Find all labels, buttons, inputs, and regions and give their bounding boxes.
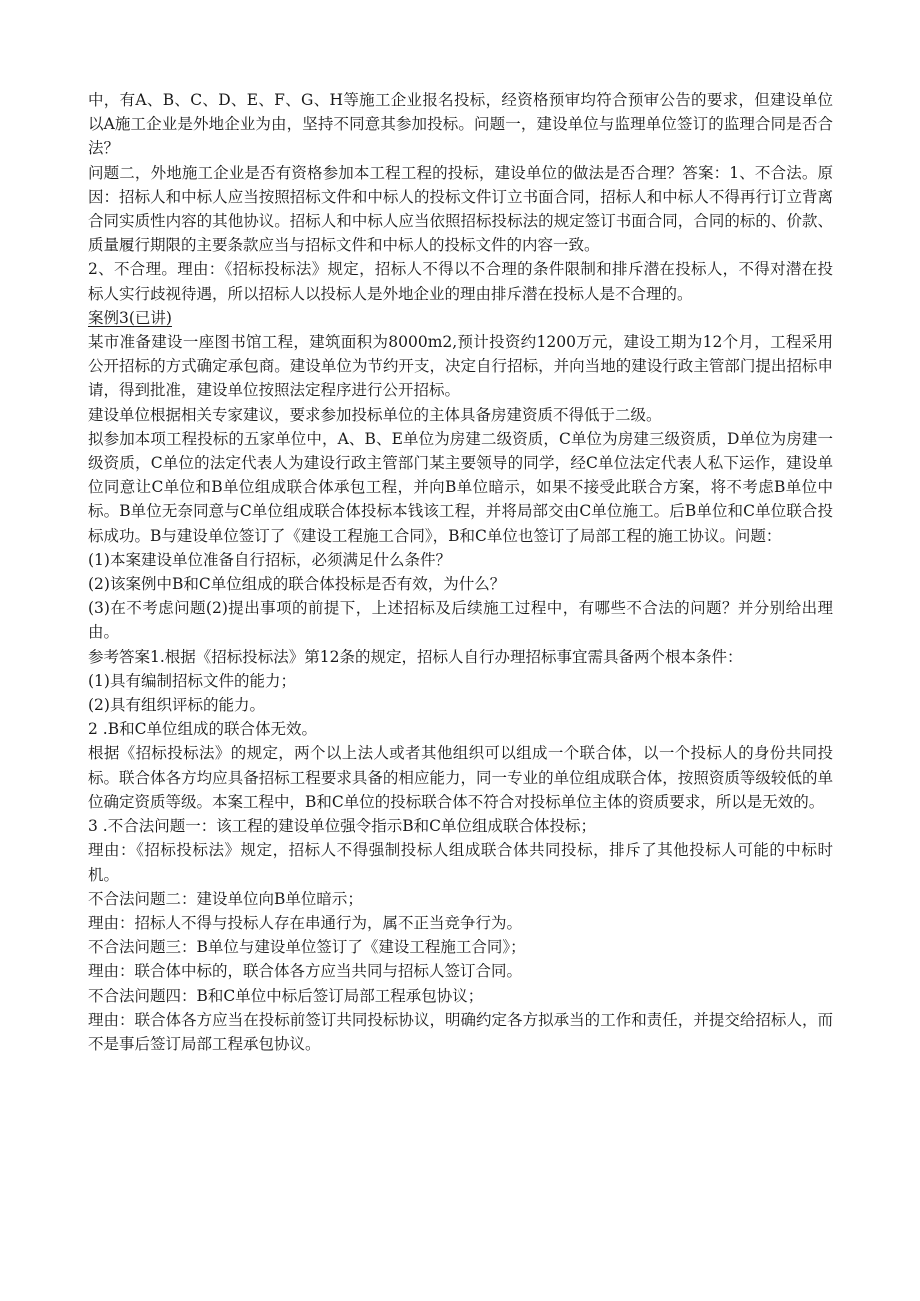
document-body (88, 88, 833, 1056)
illegal-issue-one: 3 .不合法问题一：该工程的建设单位强令指示B和C单位组成联合体投标； (88, 817, 596, 836)
question-three: (3)在不考虑问题(2)提出事项的前提下，上述招标及后续施工过程中，有哪些不合法的问题？并分别给出理由。 (88, 599, 833, 642)
question-two: (2)该案例中B和C单位组成的联合体投标是否有效，为什么？ (88, 575, 506, 594)
paragraph-intro: 中，有A、B、C、D、E、F、G、H等施工企业报名投标，经资格预审均符合预审公告的要求，但建设单位以A施工企业是外地企业为由，坚持不同意其参加投标。问题一，建设单位与监理单位签订的监理合同是否合法？ (88, 91, 833, 158)
reason-two: 理由：招标人不得与投标人存在串通行为，属不正当竞争行为。 (88, 913, 523, 932)
paragraph-joint-venture-rule: 根据《招标投标法》的规定，两个以上法人或者其他组织可以组成一个联合体，以一个投标人的身份共同投标。联合体各方均应具备招标工程要求具备的相应能力，同一专业的单位组成联合体，按照资质等级较低的单位确定资质等级。本案工程中，B和C单位的投标联合体不符合对投标单位主体的资质要求，所以是无效的。 (88, 744, 833, 811)
paragraph-answer-two: 2、不合理。理由：《招标投标法》规定，招标人不得以不合理的条件限制和排斥潜在投标人，不得对潜在投标人实行歧视待遇，所以招标人以投标人是外地企业的理由排斥潜在投标人是不合理的。 (88, 260, 833, 303)
condition-one: (1)具有编制招标文件的能力； (88, 671, 296, 690)
reference-answer-one: 参考答案1.根据《招标投标法》第12条的规定，招标人自行办理招标事宜需具备两个根本条件： (88, 647, 743, 666)
paragraph-question-two-answer: 问题二，外地施工企业是否有资格参加本工程工程的投标，建设单位的做法是否合理？答案：1、不合法。原因：招标人和中标人应当按照招标文件和中标人的投标文件订立书面合同，招标人和中标人不得再行订立背离合同实质性内容的其他协议。招标人和中标人应当依照招标投标法的规定签订书面合同，合同的标的、价款、质量履行期限的主要条款应当与招标文件和中标人的投标文件的内容一致。 (88, 163, 833, 255)
reason-three: 理由：联合体中标的，联合体各方应当共同与招标人签订合同。 (88, 962, 523, 981)
illegal-issue-three: 不合法问题三：B单位与建设单位签订了《建设工程施工合同》； (88, 938, 526, 957)
reason-four: 理由：联合体各方应当在投标前签订共同投标协议，明确约定各方拟承当的工作和责任，并提交给招标人，而不是事后签订局部工程承包协议。 (88, 1010, 833, 1053)
illegal-issue-four: 不合法问题四：B和C单位中标后签订局部工程承包协议； (88, 986, 484, 1005)
question-one: (1)本案建设单位准备自行招标，必须满足什么条件？ (88, 550, 451, 569)
reason-one: 理由：《招标投标法》规定，招标人不得强制投标人组成联合体共同投标，排斥了其他投标人可能的中标时机。 (88, 841, 833, 884)
paragraph-qualification-requirement: 建设单位根据相关专家建议，要求参加投标单位的主体具备房建资质不得低于二级。 (88, 405, 662, 424)
paragraph-case-description: 某市准备建设一座图书馆工程，建筑面积为8000m2,预计投资约1200万元，建设工期为12个月，工程采用公开招标的方式确定承包商。建设单位为节约开支，决定自行招标，并向当地的建设行政主管部门提出招标申请，得到批准，建设单位按照法定程序进行公开招标。 (88, 333, 833, 400)
reference-answer-two: 2 .B和C单位组成的联合体无效。 (88, 720, 317, 739)
illegal-issue-two: 不合法问题二：建设单位向B单位暗示； (88, 889, 363, 908)
case-heading: 案例3(已讲) (88, 308, 172, 327)
condition-two: (2)具有组织评标的能力。 (88, 696, 265, 715)
paragraph-bidders: 拟参加本项工程投标的五家单位中，A、B、E单位为房建二级资质，C单位为房建三级资质，D单位为房建一级资质，C单位的法定代表人为建设行政主管部门某主要领导的同学，经C单位法定代表人私下运作，建设单位同意让C单位和B单位组成联合体承包工程，并向B单位暗示，如果不接受此联合方案，将不考虑B单位中标。B单位无奈同意与C单位组成联合体投标本钱该工程，并将局部交由C单位施工。后B单位和C单位联合投标成功。B与建设单位签订了《建设工程施工合同》，B和C单位也签订了局部工程的施工协议。问题： (88, 429, 833, 545)
